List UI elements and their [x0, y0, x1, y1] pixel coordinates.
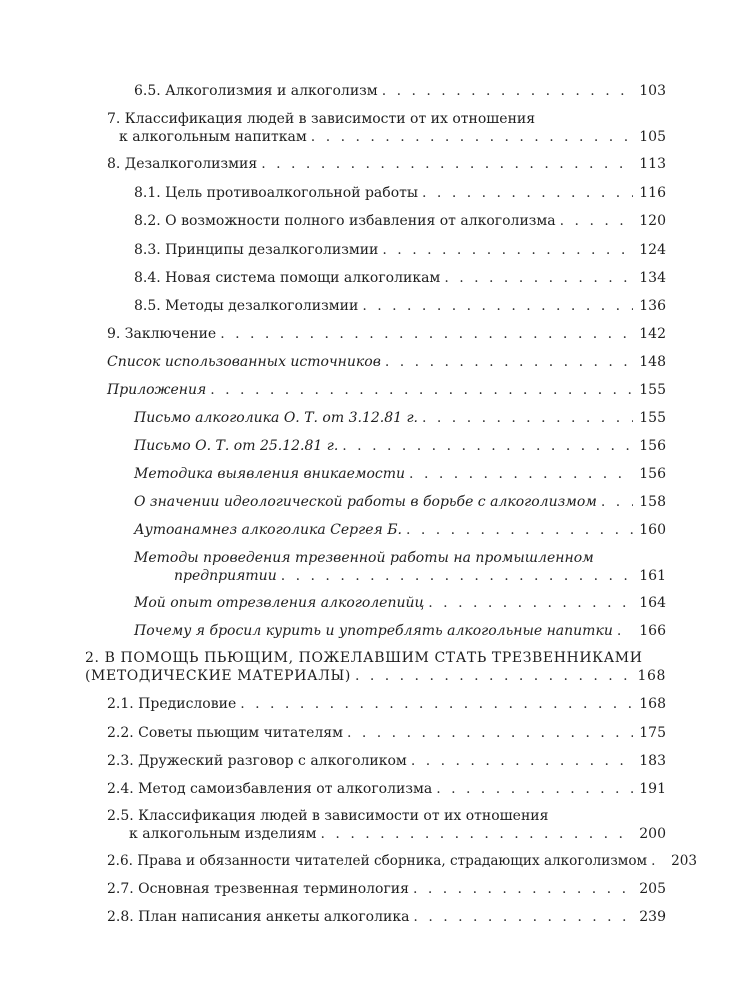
toc-entry-title-continued: к алкогольным изделиям — [129, 826, 317, 842]
toc-entry — [107, 752, 666, 770]
dot-leader — [342, 437, 633, 455]
dot-leader — [560, 212, 634, 230]
toc-entry-title: О значении идеологической работы в борьбе с алкоголизмом — [134, 494, 597, 510]
toc-entry — [107, 325, 666, 343]
toc-section-title: 2. В ПОМОЩЬ ПЬЮЩИМ, ПОЖЕЛАВШИМ СТАТЬ ТРЕЗВЕННИКАМИ — [85, 650, 643, 666]
toc-entry-title: 2.6. Права и обязанности читателей сборника, страдающих алкоголизмом — [107, 853, 648, 869]
dot-leader — [362, 297, 633, 315]
toc-entry-page: 142 — [639, 326, 666, 342]
toc-entry-title: 8.3. Принципы дезалкоголизмии — [134, 242, 379, 258]
dot-leader — [261, 155, 633, 173]
dot-leader — [444, 269, 633, 287]
toc-entry-page: 205 — [639, 881, 666, 897]
toc-entry — [134, 493, 666, 511]
dot-leader — [413, 880, 633, 898]
toc-entry-title: 6.5. Алкоголизмия и алкоголизм — [134, 83, 378, 99]
toc-entry — [107, 695, 666, 713]
toc-entry-title: Письмо алкоголика О. Т. от 3.12.81 г. — [134, 410, 418, 426]
toc-entry-page: 175 — [639, 725, 666, 741]
dot-leader — [220, 325, 633, 343]
toc-entry — [107, 353, 666, 371]
toc-entry-title: 2.8. План написания анкеты алкоголика — [107, 909, 410, 925]
toc-entry-title: 7. Классификация людей в зависимости от их отношения — [107, 111, 536, 127]
toc-entry — [134, 241, 666, 259]
toc-entry — [134, 297, 666, 315]
dot-leader — [436, 780, 633, 798]
toc-entry-page: 113 — [639, 156, 666, 172]
toc-entry — [107, 880, 666, 898]
dot-leader — [651, 852, 665, 870]
dot-leader — [422, 184, 633, 202]
toc-entry-title: Письмо О. Т. от 25.12.81 г. — [134, 438, 339, 454]
toc-entry-title: 8.4. Новая система помощи алкоголикам — [134, 270, 441, 286]
toc-entry-page: 164 — [639, 595, 666, 611]
toc-entry-page: 124 — [639, 242, 666, 258]
toc-entry-page: 156 — [639, 466, 666, 482]
dot-leader — [210, 381, 633, 399]
toc-entry-title: Почему я бросил курить и употреблять алкогольные напитки — [134, 623, 613, 639]
dot-leader — [240, 695, 633, 713]
toc-entry-page: 166 — [639, 623, 666, 639]
toc-entry-page: 156 — [639, 438, 666, 454]
toc-entry-title: 2.4. Метод самоизбавления от алкоголизма — [107, 781, 433, 797]
toc-entry-title: 8. Дезалкоголизмия — [107, 156, 258, 172]
toc-entry-page: 168 — [637, 668, 666, 684]
dot-leader — [355, 667, 632, 685]
toc-entry-title: 8.5. Методы дезалкоголизмии — [134, 298, 359, 314]
dot-leader — [382, 241, 633, 259]
dot-leader — [382, 82, 634, 100]
toc-entry-title: Список использованных источников — [107, 354, 381, 370]
toc-entry-page: 191 — [639, 781, 666, 797]
toc-entry-page: 200 — [639, 826, 666, 842]
toc-entry-title: 8.2. О возможности полного избавления от алкоголизма — [134, 213, 556, 229]
toc-entry-title: 2.1. Предисловие — [107, 696, 237, 712]
toc-entry-title: Методы проведения трезвенной работы на промышленном — [134, 550, 594, 566]
toc-entry — [134, 409, 666, 427]
toc-entry-page: 155 — [639, 410, 666, 426]
toc-entry — [134, 269, 666, 287]
toc-entry-page: 168 — [639, 696, 666, 712]
toc-entry-page: 160 — [639, 522, 666, 538]
toc-entry-title: Методика выявления вникаемости — [134, 466, 406, 482]
toc-entry-title: Приложения — [107, 382, 207, 398]
toc-entry — [107, 724, 666, 742]
dot-leader — [411, 752, 633, 770]
toc-entry-title: Аутоанамнез алкоголика Сергея Б. — [134, 522, 402, 538]
dot-leader — [385, 353, 633, 371]
toc-entry — [107, 381, 666, 399]
toc-entry-page: 158 — [639, 494, 666, 510]
toc-entry-title: 2.7. Основная трезвенная терминология — [107, 881, 409, 897]
toc-entry — [134, 82, 666, 100]
toc-entry-page: 203 — [671, 853, 698, 869]
toc-entry — [134, 212, 666, 230]
dot-leader — [617, 622, 633, 640]
toc-entry-page: 105 — [639, 129, 666, 145]
toc-entry-title: 2.2. Советы пьющим читателям — [107, 725, 343, 741]
toc-entry-title: 2.3. Дружеский разговор с алкоголиком — [107, 753, 407, 769]
toc-entry — [134, 549, 666, 585]
toc-section-heading — [85, 649, 666, 685]
toc-entry-page: 161 — [639, 568, 666, 584]
dot-leader — [422, 409, 633, 427]
toc-entry — [107, 908, 666, 926]
toc-entry-page: 148 — [639, 354, 666, 370]
toc-entry — [107, 155, 666, 173]
toc-entry-page: 183 — [639, 753, 666, 769]
toc-entry-page: 155 — [639, 382, 666, 398]
dot-leader — [409, 465, 633, 483]
toc-entry-title-continued: к алкогольным напиткам — [119, 129, 307, 145]
dot-leader — [406, 521, 633, 539]
toc-entry — [107, 110, 666, 146]
toc-entry — [107, 780, 666, 798]
toc-section-title-continued: (МЕТОДИЧЕСКИЕ МАТЕРИАЛЫ) — [85, 668, 351, 684]
toc-entry-title: 2.5. Классификация людей в зависимости от их отношения — [107, 808, 549, 824]
dot-leader — [311, 128, 633, 146]
dot-leader — [413, 908, 633, 926]
dot-leader — [347, 724, 633, 742]
toc-entry-page: 136 — [639, 298, 666, 314]
toc-entry — [134, 622, 666, 640]
toc-entry-title: Мой опыт отрезвления алкоголепийц — [134, 595, 425, 611]
toc-entry-title: 9. Заключение — [107, 326, 217, 342]
toc-entry — [134, 521, 666, 539]
toc-entry — [134, 184, 666, 202]
toc-entry — [134, 465, 666, 483]
toc-entry — [107, 852, 698, 870]
toc-entry-title-continued: предприятии — [174, 568, 277, 584]
toc-entry-page: 134 — [639, 270, 666, 286]
toc-entry — [134, 594, 666, 612]
toc-entry-page: 239 — [639, 909, 666, 925]
toc-entry-page: 116 — [639, 185, 666, 201]
toc-entry-page: 120 — [639, 213, 666, 229]
dot-leader — [281, 567, 634, 585]
toc-entry-page: 103 — [639, 83, 666, 99]
dot-leader — [428, 594, 633, 612]
dot-leader — [601, 493, 633, 511]
toc-entry — [134, 437, 666, 455]
dot-leader — [321, 825, 634, 843]
toc-entry-title: 8.1. Цель противоалкогольной работы — [134, 185, 419, 201]
toc-entry — [107, 807, 666, 843]
